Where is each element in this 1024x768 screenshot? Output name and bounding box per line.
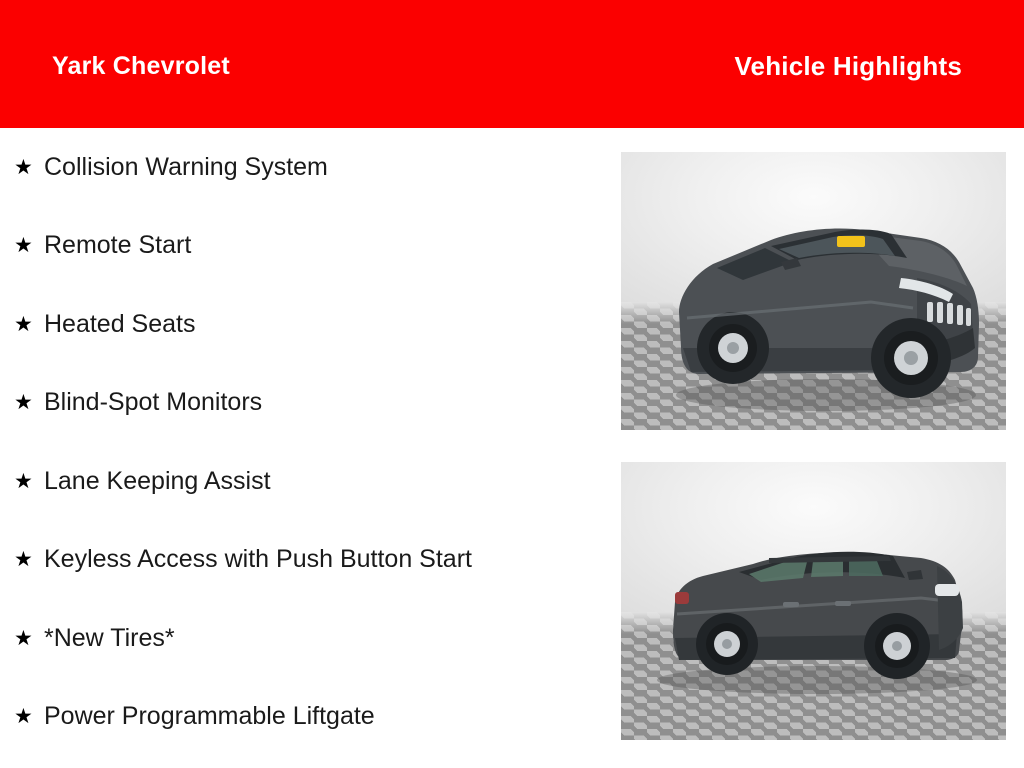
suv-illustration-front	[621, 152, 1006, 430]
vehicle-photo-front-three-quarter	[621, 152, 1006, 430]
feature-label: Keyless Access with Push Button Start	[44, 545, 472, 574]
star-icon: ★	[14, 391, 33, 415]
vehicle-features-list	[0, 128, 600, 768]
list-item	[0, 285, 600, 364]
vehicle-photo-side-profile	[621, 462, 1006, 740]
list-item	[0, 678, 600, 757]
feature-label: Lane Keeping Assist	[44, 466, 271, 495]
star-icon: ★	[14, 155, 33, 179]
star-icon: ★	[14, 626, 33, 650]
feature-label: *New Tires*	[44, 623, 175, 652]
list-item	[0, 442, 600, 521]
page-header	[0, 0, 1024, 128]
feature-label: Collision Warning System	[44, 152, 328, 181]
page-title: Vehicle Highlights	[734, 51, 962, 81]
star-icon: ★	[14, 234, 33, 258]
suv-illustration-side	[621, 462, 1006, 740]
feature-label: Remote Start	[44, 231, 192, 260]
star-icon: ★	[14, 312, 33, 336]
dealer-name: Yark Chevrolet	[52, 52, 230, 80]
star-icon: ★	[14, 705, 33, 729]
feature-label: Heated Seats	[44, 309, 196, 338]
list-item	[0, 364, 600, 443]
star-icon: ★	[14, 548, 33, 572]
feature-label: Power Programmable Liftgate	[44, 702, 375, 731]
list-item	[0, 599, 600, 678]
feature-label: Blind-Spot Monitors	[44, 388, 263, 417]
list-item	[0, 521, 600, 600]
list-item	[0, 207, 600, 286]
star-icon: ★	[14, 469, 33, 493]
list-item	[0, 128, 600, 207]
